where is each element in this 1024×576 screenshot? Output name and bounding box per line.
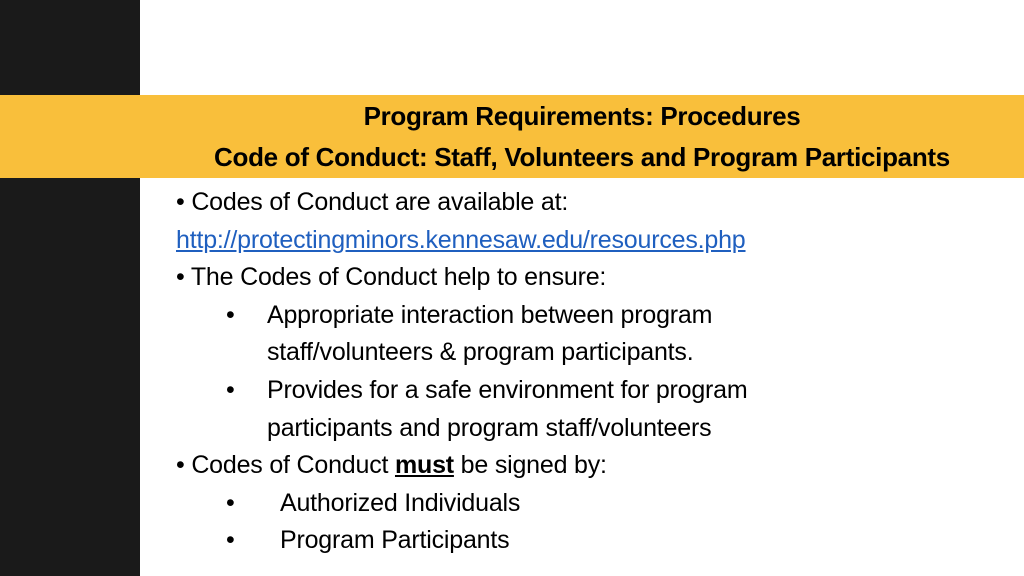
sub-bullet-participants — [176, 522, 996, 560]
left-decorative-bar — [0, 0, 140, 576]
bullet-item-ensure — [176, 259, 996, 297]
bullet-icon: • — [176, 451, 185, 480]
bullet-icon: • — [226, 300, 235, 329]
sub-bullet-text: Appropriate interaction between program — [267, 300, 713, 329]
sub-bullet-text: staff/volunteers & program participants. — [267, 338, 694, 367]
sub-bullet-text: Provides for a safe environment for program — [267, 375, 748, 404]
slide-body — [176, 184, 996, 560]
sub-bullet-text: participants and program staff/volunteers — [267, 413, 712, 442]
bullet-icon: • — [226, 375, 235, 404]
sub-bullet-text: Authorized Individuals — [280, 488, 521, 517]
bullet-item-signed-by — [176, 447, 996, 485]
bullet-icon: • — [176, 188, 185, 216]
bullet-text: The Codes of Conduct help to ensure: — [190, 263, 607, 292]
sub-bullet-continuation — [176, 334, 996, 372]
sub-bullet-authorized — [176, 485, 996, 523]
slide-subtitle: Code of Conduct: Staff, Volunteers and Program Participants — [214, 142, 950, 172]
bullet-text: be signed by: — [453, 451, 607, 480]
sub-bullet-continuation — [176, 410, 996, 448]
sub-bullet-safe-environment — [176, 372, 996, 410]
emphasis-must: must — [394, 451, 454, 480]
slide-title: Program Requirements: Procedures — [363, 101, 801, 131]
bullet-icon: • — [226, 488, 235, 517]
resources-link[interactable]: http://protectingminors.kennesaw.edu/resources.php — [176, 225, 746, 254]
sub-bullet-text: Program Participants — [280, 526, 510, 555]
bullet-text: Codes of Conduct — [191, 451, 395, 480]
bullet-item-availability — [176, 184, 996, 222]
bullet-icon: • — [226, 526, 235, 555]
resource-link-line — [176, 222, 996, 260]
bullet-icon: • — [176, 263, 185, 292]
sub-bullet-interaction — [176, 297, 996, 335]
bullet-text: Codes of Conduct are available at: — [191, 188, 569, 216]
